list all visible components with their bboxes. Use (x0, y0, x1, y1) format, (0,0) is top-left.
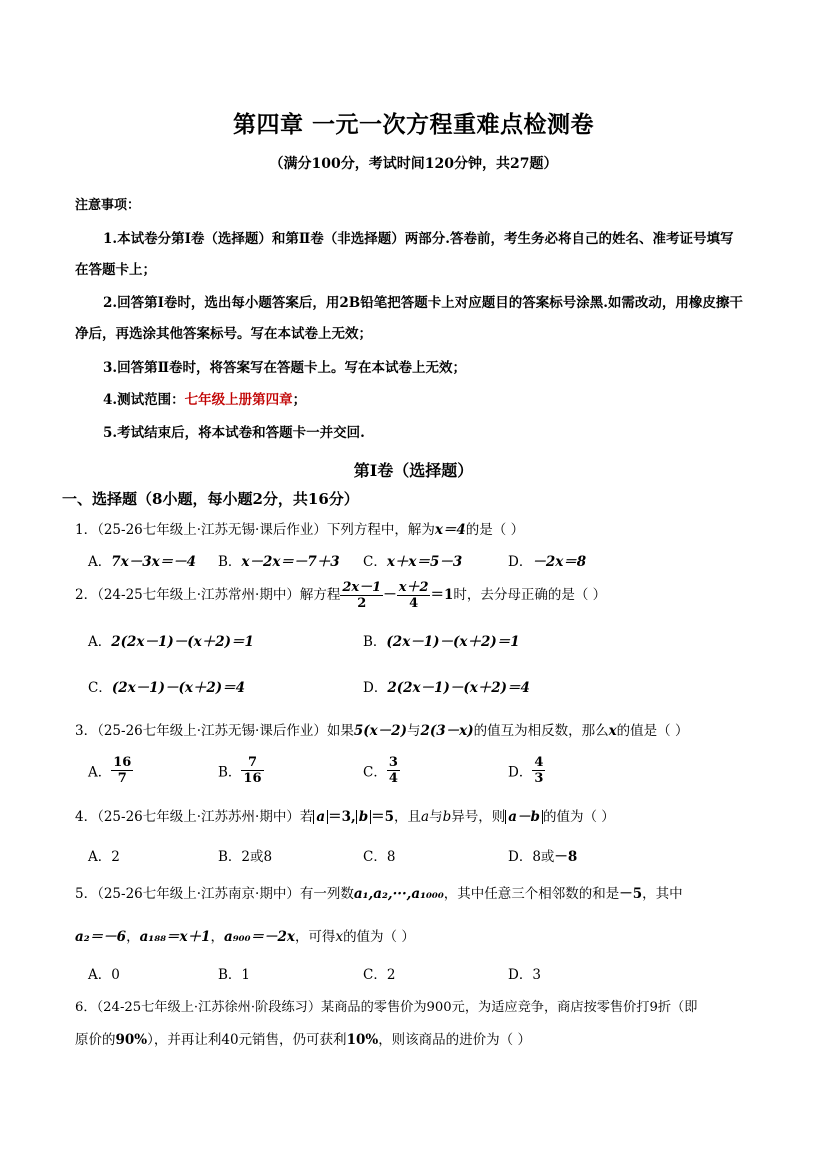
q2-option-c-text: (2x－1)－(x＋2)＝4 (111, 680, 246, 696)
q4-abs-a: a (313, 810, 328, 824)
q3-option-c-label: C． (363, 764, 387, 781)
q4-var-b: b (442, 809, 452, 825)
notice-item-5: 5.考试结束后，将本试卷和答题卡一并交回. (103, 425, 365, 441)
notice-item-1b: 在答题卡上； (75, 262, 156, 278)
q6-percent-1: 90% (115, 1032, 148, 1048)
section-title: 一、选择题（8小题，每小题2分，共16分） (62, 490, 359, 508)
q5-condition-3: a₉₀₀＝－2x (224, 929, 295, 945)
q4-stem-c: 与 (429, 809, 443, 825)
q5-option-d: D．3 (508, 967, 541, 983)
q2-option-b-label: B． (363, 634, 387, 650)
q5-option-b: B．1 (218, 967, 251, 983)
q2-fraction-2 (397, 580, 431, 611)
q2-option-d-label: D． (363, 680, 388, 696)
q5-option-c: C．2 (363, 967, 396, 983)
q2-minus: － (383, 587, 397, 603)
q6-line2-b: ），并再让利40元销售，仍可获利 (147, 1032, 347, 1048)
question-3-stem (75, 719, 688, 739)
q5-condition-2: a₁₈₈＝x＋1 (139, 929, 211, 945)
q5-stem-b: ，其中任意三个相邻数的和是 (443, 886, 620, 902)
q4-option-b: B．2或8 (218, 849, 273, 865)
q4-var-a: a (421, 809, 430, 825)
test-scope: 七年级上册第四章 (184, 392, 293, 408)
q3-b-num: 7 (241, 755, 263, 771)
q4-option-c: C．8 (363, 849, 396, 865)
q3-option-b-frac (241, 755, 263, 786)
q3-d-num: 4 (534, 755, 544, 770)
q2-option-d (363, 676, 530, 696)
q1-stem-end: 的是（ ） (465, 522, 525, 538)
q3-expr-1: 5(x－2) (353, 723, 407, 739)
q3-stem-end: 的值是（ ） (616, 723, 689, 739)
question-5-stem-line2 (75, 925, 415, 945)
q2-option-b (363, 630, 520, 650)
q3-stem-text: 3．（25-26七年级上·江苏无锡·课后作业）如果 (75, 723, 354, 739)
q2-stem-text: 2．（24-25七年级上·江苏常州·期中）解方程 (75, 587, 341, 603)
q4-eq-1: ＝3, (328, 809, 356, 825)
q1-option-c (363, 550, 462, 570)
q5-neg-5: －5 (619, 886, 643, 902)
q2-option-d-text: 2(2x－1)－(x＋2)＝4 (387, 680, 530, 696)
q1-option-c-label: C． (363, 554, 387, 570)
notice-item-1a: 1.本试卷分第Ⅰ卷（选择题）和第Ⅱ卷（非选择题）两部分.答卷前，考生务必将自己的姓名、准考证号填写 (103, 231, 734, 247)
q4-option-d-math: －8 (554, 849, 578, 865)
q3-b-den: 16 (243, 771, 262, 786)
q3-stem-and: 与 (406, 723, 421, 739)
q4-stem-text: 4．（25-26七年级上·江苏苏州·期中）若 (75, 809, 314, 825)
q6-line2-a: 原价的 (75, 1032, 116, 1048)
notice-item-3: 3.回答第Ⅱ卷时，将答案写在答题卡上。写在本试卷上无效； (103, 360, 466, 376)
notice-item-4 (103, 388, 306, 408)
q3-option-d-label: D． (508, 764, 533, 781)
q5-condition-1: a₂＝－6 (75, 929, 127, 945)
question-2-stem (75, 580, 606, 611)
q3-option-a-frac (111, 755, 133, 786)
q2-frac2-den: 4 (409, 596, 419, 611)
q2-frac2-num: x＋2 (398, 580, 429, 595)
q2-frac1-den: 2 (357, 596, 367, 611)
q3-option-c (363, 755, 400, 786)
q4-stem-end: 的值为（ ） (542, 809, 615, 825)
notice-heading: 注意事项： (75, 198, 141, 213)
q2-option-a-label: A． (88, 634, 112, 650)
q1-option-b-text: x－2x＝－7＋3 (241, 554, 340, 570)
notice-item-2b: 净后，再选涂其他答案标号。写在本试卷上无效； (75, 326, 372, 342)
q1-option-d-label: D． (508, 554, 533, 570)
q3-expr-2: 2(3－x) (420, 723, 474, 739)
page-title: 第四章 一元一次方程重难点检测卷 (232, 111, 594, 138)
q2-option-c (88, 676, 245, 696)
q1-option-d-text: －2x＝8 (532, 554, 587, 570)
q5-stem-end: 的值为（ ） (343, 929, 415, 945)
q3-option-b-label: B． (218, 764, 242, 781)
q2-equals: ＝1 (430, 587, 454, 603)
part-title: 第Ⅰ卷（选择题） (353, 461, 474, 480)
q2-option-b-text: (2x－1)－(x＋2)＝1 (386, 634, 520, 650)
q1-option-a-label: A． (88, 554, 112, 570)
q2-stem-end: 时，去分母正确的是（ ） (453, 587, 607, 603)
q3-d-den: 3 (534, 771, 544, 786)
q3-c-num: 3 (388, 755, 398, 770)
q3-option-c-frac (387, 755, 400, 786)
question-6-line1: 6．（24-25七年级上·江苏徐州·阶段练习）某商品的零售价为900元，为适应竞争，商店按零售价打9折（即 (75, 1000, 698, 1015)
q1-stem-math: x＝4 (434, 522, 466, 538)
q3-var: x (608, 723, 617, 739)
q5-sep-2: ， (210, 929, 224, 945)
q5-stem-c: ，其中 (642, 886, 683, 902)
q6-percent-2: 10% (346, 1032, 379, 1048)
notice-item-2a: 2.回答第Ⅰ卷时，选出每小题答案后，用2B铅笔把答题卡上对应题目的答案标号涂黑.如需改动，用橡皮擦干 (103, 295, 743, 311)
q2-frac1-num: 2x－1 (342, 580, 382, 595)
question-5-stem-line1 (75, 882, 683, 902)
question-6-line2 (75, 1028, 531, 1048)
notice-item-4-end: ； (292, 392, 307, 408)
question-1-stem (75, 518, 524, 538)
notice-item-4-label: 4.测试范围： (103, 392, 185, 408)
q4-abs-b: b (356, 810, 371, 824)
q3-stem-mid: 的值互为相反数，那么 (473, 723, 609, 739)
q4-stem-b: ，且 (394, 809, 422, 825)
q3-option-d-frac (532, 755, 545, 786)
q3-a-den: 7 (117, 771, 127, 786)
q4-option-a: A．2 (88, 849, 120, 865)
q1-option-c-text: x＋x＝5－3 (386, 554, 463, 570)
q1-option-b (218, 550, 340, 570)
q2-fraction-1 (340, 580, 383, 611)
q4-eq-2: ＝5 (371, 809, 395, 825)
q5-option-a: A．0 (88, 967, 120, 983)
q5-var: x (335, 929, 344, 945)
q3-option-a (88, 755, 133, 786)
q2-option-a-text: 2(2x－1)－(x＋2)＝1 (111, 634, 254, 650)
q5-sequence: a₁,a₂,···,a₁₀₀₀ (353, 886, 444, 902)
q3-option-d (508, 755, 545, 786)
q5-stem-text: 5．（25-26七年级上·江苏南京·期中）有一列数 (75, 886, 354, 902)
page-subtitle: （满分100分，考试时间120分钟，共27题） (269, 156, 558, 172)
q5-stem-d: ，可得 (294, 929, 336, 945)
q2-option-a (88, 630, 254, 650)
question-4-stem (75, 805, 615, 825)
q2-option-c-label: C． (88, 680, 112, 696)
q4-option-d (508, 845, 577, 865)
q3-c-den: 4 (388, 771, 398, 786)
q4-stem-d: 异号，则 (451, 809, 506, 825)
q1-option-a-text: 7x－3x＝－4 (111, 554, 197, 570)
q3-option-b (218, 755, 264, 786)
q4-option-d-text: D．8或 (508, 849, 555, 865)
q1-option-a (88, 550, 196, 570)
q6-line2-c: ，则该商品的进价为（ ） (378, 1032, 531, 1048)
q3-option-a-label: A． (88, 764, 112, 781)
q5-sep-1: ， (126, 929, 140, 945)
q1-option-b-label: B． (218, 554, 242, 570)
q1-stem-text: 1．（25-26七年级上·江苏无锡·课后作业）下列方程中，解为 (75, 522, 435, 538)
q4-abs-a-minus-b: a－b (505, 810, 543, 824)
q3-a-num: 16 (113, 755, 132, 770)
q1-option-d (508, 550, 586, 570)
